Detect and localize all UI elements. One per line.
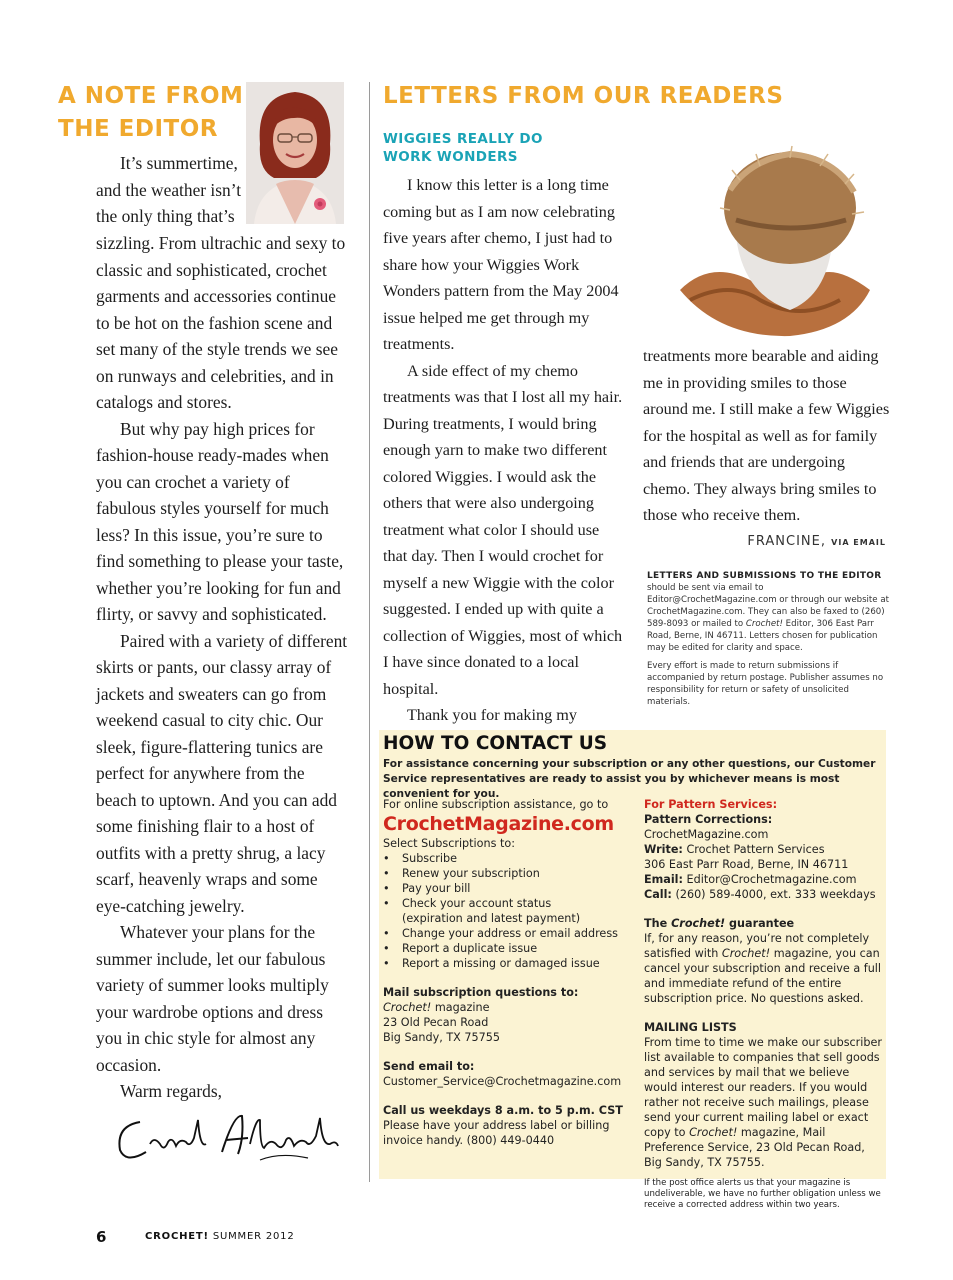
letter-subhead-line: WORK WONDERS — [383, 149, 518, 165]
guarantee-title-pre: The — [644, 917, 672, 930]
editor-email-value: Editor@Crochetmagazine.com — [683, 873, 857, 886]
option-item: • Subscribe — [383, 851, 638, 866]
mail-line-rest: magazine — [431, 1001, 490, 1014]
customer-service-email[interactable]: Customer_Service@Crochetmagazine.com — [383, 1075, 622, 1088]
mail-title: Mail subscription questions to: — [383, 986, 579, 999]
option-item: • Report a duplicate issue — [383, 941, 638, 956]
contact-left-column — [383, 797, 638, 1148]
pattern-corrections — [644, 812, 886, 842]
editor-paragraph: Whatever your plans for the summer include, let our fabulous variety of summer looks multiply your wardrobe options and dress you in chic style for almost any occasion. — [96, 922, 329, 1075]
editor-intro-lines — [96, 150, 246, 230]
option-item: • Pay your bill — [383, 881, 638, 896]
write-label: Write: — [644, 843, 683, 856]
mailing-text — [644, 1035, 886, 1170]
letter-subhead-line: WIGGIES REALLY DO — [383, 131, 543, 147]
submissions-text-b: Editor, 306 East Parr Road, Berne, IN 46711. Letters chosen for publication may be edited for clarity and space. — [647, 619, 878, 653]
pattern-corrections-label: Pattern Corrections: — [644, 813, 773, 826]
guarantee-title-italic: Crochet! — [671, 917, 726, 930]
letter-author — [643, 534, 886, 549]
editor-paragraph: But why pay high prices for fashion-house ready-mades when you can crochet a variety of fabulous styles yourself for much less? In this issue, you’re sure to find something to please your taste, whether you’re looking for fun and flirty, or savvy and sophisticated. — [96, 418, 344, 624]
letter-paragraph: I know this letter is a long time coming but as I am now celebrating five years after chemo, I just had to share how your Wiggies Work Wonders pattern from the May 2004 issue helped me get through my treatments. — [383, 176, 619, 353]
guarantee-title — [644, 916, 886, 931]
guarantee-text-a: If, for any reason, you’re not completely satisfied with — [644, 932, 870, 960]
letter-author-via: VIA EMAIL — [831, 538, 886, 547]
page-number: 6 — [96, 1228, 107, 1246]
mailing-text-a: From time to time we make our subscriber list available to companies that sell goods and services by mail that we believe would interest our readers. If you would rather not receive such mailings, please send your current mailing label or exact copy to — [644, 1036, 882, 1139]
editor-paragraph: sizzling. From ultrachic and sexy to classic and sophisticated, crochet garments and accessories continue to be hot on the fashion scene and set many of the style trends we see on runways and celebrities, and in catalogs and stores. — [96, 233, 346, 412]
mailing-title: MAILING LISTS — [644, 1021, 737, 1034]
option-item: • Change your address or email address — [383, 926, 638, 941]
pattern-corrections-value: CrochetMagazine.com — [644, 828, 769, 841]
guarantee-title-post: guarantee — [725, 917, 795, 930]
letter-author-name: FRANCINE, — [747, 534, 827, 549]
editor-email-label: Email: — [644, 873, 683, 886]
editor-line: and the weather isn’t — [96, 179, 242, 200]
letter-subhead — [383, 130, 543, 166]
editor-body — [96, 230, 348, 1105]
call-value: (260) 589-4000, ext. 333 weekdays — [671, 888, 876, 901]
editor-title: A NOTE FROM THE EDITOR — [58, 83, 244, 142]
mail-line — [383, 1000, 638, 1015]
submissions-text-italic: Crochet! — [745, 619, 783, 629]
letter-body-col2 — [643, 343, 893, 529]
option-item-text: Check your account status — [402, 897, 552, 910]
letter-paragraph: Thank you for making my — [407, 706, 577, 724]
contact-right-column — [644, 797, 886, 1211]
letters-title: LETTERS FROM OUR READERS — [383, 83, 784, 109]
subscription-options — [383, 851, 638, 971]
editor-closing: Warm regards, — [120, 1081, 222, 1101]
postoffice-note: If the post office alerts us that your magazine is undeliverable, we have no further obligation unless we receive a corrected address within two years. — [644, 1178, 881, 1210]
guarantee-text — [644, 931, 886, 1006]
email-title: Send email to: — [383, 1060, 475, 1073]
website-link[interactable]: CrochetMagazine.com — [383, 813, 614, 835]
editor-photo — [246, 82, 344, 224]
submissions-text-a: should be sent via email to Editor@CrochetMagazine.com or through our website at CrochetMagazine.com. They can also be faxed to (260) 589-8093 or mailed to — [647, 583, 889, 629]
contact-title: HOW TO CONTACT US — [383, 733, 608, 754]
issue-name: SUMMER 2012 — [212, 1231, 295, 1242]
call-line — [644, 887, 886, 902]
wiggie-hat-photo — [640, 140, 885, 340]
write-value: Crochet Pattern Services — [682, 843, 825, 856]
guarantee-text-b: magazine, you can cancel your subscription and receive a full and immediate refund of the entire subscription price. No questions asked. — [644, 947, 882, 1005]
pattern-title: For Pattern Services: — [644, 798, 778, 811]
magazine-issue — [145, 1231, 294, 1242]
editor-paragraph: Paired with a variety of different skirts or pants, our classy array of jackets and sweaters can go from weekend casual to city chic. Our sleek, figure-flattering tunics are perfect for anywhere from the beach to uptown. And you can add some finishing flair to a host of outfits with a pretty shrug, a lacy scarf, heavenly wraps and some eye-catching jewelry. — [96, 630, 348, 916]
option-item: • Renew your subscription — [383, 866, 638, 881]
editor-line: the only thing that’s — [96, 206, 235, 226]
option-item-note: (expiration and latest payment) — [402, 912, 581, 925]
editor-email-line — [644, 872, 886, 887]
mail-line: 23 Old Pecan Road — [383, 1016, 489, 1029]
letter-body-col1 — [383, 172, 623, 729]
submissions-title: LETTERS AND SUBMISSIONS TO THE EDITOR — [647, 571, 882, 581]
option-item: • Report a missing or damaged issue — [383, 956, 638, 971]
editor-line: It’s summertime, — [120, 153, 238, 173]
call-text: Please have your address label or billing invoice handy. (800) 449-0440 — [383, 1119, 610, 1147]
letter-paragraph: treatments more bearable and aiding me in providing smiles to those around me. I still make a few Wiggies for the hospital as well as for family and friends that are undergoing chemo. They always bring smiles to those who receive them. — [643, 347, 890, 524]
write-line — [644, 842, 886, 857]
mailing-text-italic: Crochet! — [689, 1126, 738, 1139]
column-divider — [369, 82, 370, 1182]
editor-signature — [110, 1108, 340, 1173]
select-label: Select Subscriptions to: — [383, 837, 515, 850]
submissions-disclaimer: Every effort is made to return submissions if accompanied by return postage. Publisher assumes no responsibility for return or safety of unsolicited materials. — [647, 661, 884, 707]
write-address: 306 East Parr Road, Berne, IN 46711 — [644, 858, 849, 871]
letter-paragraph: A side effect of my chemo treatments was that I lost all my hair. During treatments, I would bring enough yarn to make two different colored Wiggies. I would ask the others that were also undergoing treatment what color I should use that day. Then I would crochet for myself a new Wiggie with the color suggested. I ended up with quite a collection of Wiggies, most of which I have since donated to a local hospital. — [383, 361, 623, 698]
contact-intro: For assistance concerning your subscription or any other questions, our Customer Service representatives are ready to assist you by whichever means is most convenient for you. — [383, 758, 876, 800]
mail-line-italic: Crochet! — [383, 1001, 432, 1014]
guarantee-text-italic: Crochet! — [721, 947, 771, 960]
call-title: Call us weekdays 8 a.m. to 5 p.m. CST — [383, 1104, 623, 1117]
submissions-note — [647, 570, 892, 714]
mail-line: Big Sandy, TX 75755 — [383, 1031, 500, 1044]
submissions-text — [647, 582, 892, 654]
call-label: Call: — [644, 888, 672, 901]
online-text: For online subscription assistance, go to — [383, 798, 609, 811]
option-item — [383, 896, 638, 926]
magazine-name: CROCHET! — [145, 1231, 209, 1242]
mailing-text-b: magazine, Mail Preference Service, 23 Old Pecan Road, Big Sandy, TX 75755. — [644, 1126, 865, 1169]
